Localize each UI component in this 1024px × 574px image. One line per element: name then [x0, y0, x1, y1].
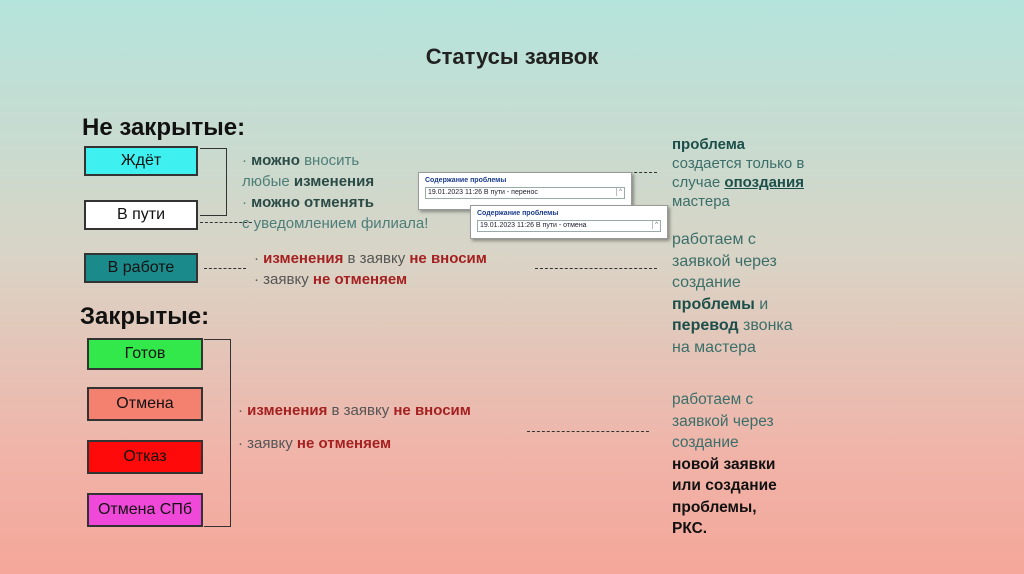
side-note-work [672, 229, 793, 358]
note-text: изменения [263, 250, 344, 267]
note-text: вносить [299, 152, 360, 169]
note-text: можно отменять [251, 194, 375, 211]
note-text: работаем с [672, 391, 754, 408]
note-text: или создание [672, 477, 777, 494]
note-text: звонка [738, 317, 793, 334]
note-text: любые [242, 173, 294, 190]
note-text: случае [672, 174, 725, 191]
closed-notes: · изменения в заявку не вносим · заявку не отменяем [238, 402, 471, 452]
note-text: проблема [672, 136, 745, 153]
status-refusal [87, 440, 203, 474]
status-cancel [87, 387, 203, 421]
status-cancel-spb [87, 493, 203, 527]
note-text: заявкой через [672, 412, 774, 430]
note-text: изменения [247, 402, 328, 419]
note-text: мастера [672, 193, 730, 210]
problem-content-screenshot [470, 205, 668, 239]
note-text: не отменяем [296, 435, 392, 452]
note-text: не вносим [409, 250, 487, 267]
dashed-connector [527, 431, 649, 432]
note-text: и [754, 295, 769, 313]
status-label: Отмена СПб [97, 501, 193, 518]
note-text: на мастера [672, 338, 756, 356]
in-progress-notes: · изменения в заявку не вносим · заявку не отменяем [254, 250, 487, 288]
scroll-arrow-icon: ^ [616, 188, 624, 196]
status-label: В работе [107, 259, 175, 276]
note-text: проблемы, [672, 498, 757, 516]
note-text: можно [251, 152, 300, 169]
screenshot-label: Содержание проблемы [425, 177, 507, 184]
note-text: создание [672, 434, 739, 451]
open-notes: · можно вносить любые изменения · можно отменять с уведомлением филиала! [242, 152, 429, 232]
status-label: Отмена [116, 395, 174, 412]
status-waiting [84, 146, 198, 176]
status-label: Готов [124, 345, 166, 362]
note-text: работаем с [672, 231, 756, 248]
note-text: новой заявки [672, 455, 776, 473]
note-text: в заявку [327, 402, 394, 419]
note-text: проблемы [672, 295, 755, 313]
note-text: с уведомлением филиала! [242, 215, 429, 232]
closed-statuses-heading: Закрытые: [80, 303, 210, 330]
screenshot-field: 19.01.2023 11:26 В пути - отмена [477, 220, 661, 232]
note-text: создается только в [672, 155, 805, 172]
open-statuses-heading: Не закрытые: [82, 114, 246, 141]
status-in-progress [84, 253, 198, 283]
status-label: Отказ [123, 448, 167, 465]
note-text: изменения [293, 173, 375, 190]
note-text: не отменяем [312, 271, 408, 288]
note-text: РКС. [672, 520, 708, 537]
closed-bracket [204, 339, 231, 527]
note-text: в заявку [343, 250, 410, 267]
side-note-problem [672, 135, 804, 211]
note-text: заявку [247, 435, 297, 452]
status-label: В пути [116, 206, 166, 223]
screenshot-field: 19.01.2023 11:26 В пути - перенос [425, 187, 625, 199]
note-text: перевод [672, 317, 739, 334]
open-bracket [200, 148, 227, 216]
page-title: Статусы заявок [425, 44, 599, 69]
status-ready [87, 338, 203, 370]
status-in-transit [84, 200, 198, 230]
note-text: заявкой через [672, 252, 777, 270]
status-label: Ждёт [120, 152, 162, 169]
note-text: заявку [263, 271, 313, 288]
note-text: создание [672, 274, 741, 291]
dashed-connector [535, 268, 657, 269]
side-note-closed [672, 389, 777, 540]
note-text: опоздания [724, 174, 804, 191]
note-text: не вносим [393, 402, 471, 419]
screenshot-label: Содержание проблемы [477, 210, 559, 217]
dashed-connector [204, 268, 246, 269]
scroll-arrow-icon: ^ [652, 221, 660, 229]
